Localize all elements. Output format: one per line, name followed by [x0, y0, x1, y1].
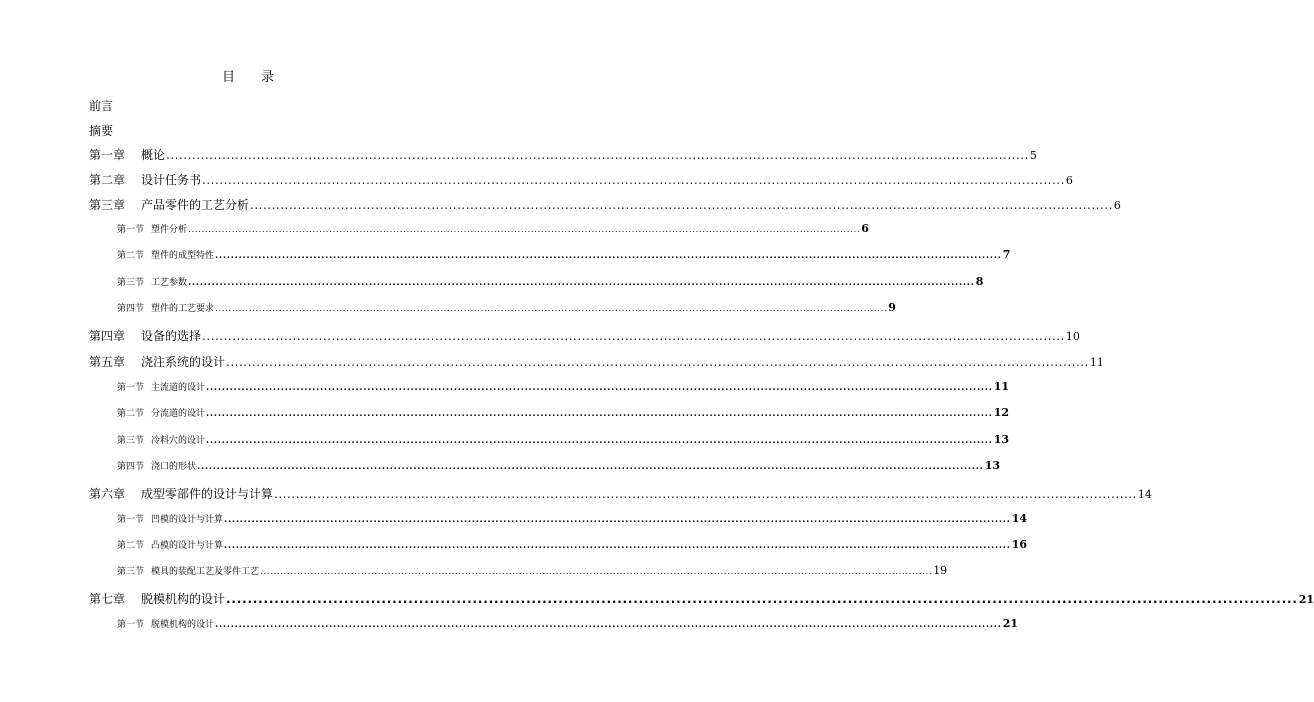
toc-entry-page-number: 6 — [1065, 174, 1073, 187]
toc-entry[interactable] — [117, 275, 984, 293]
toc-entry-label: 设备的选择 — [141, 329, 202, 343]
toc-entry-leader-dots: ........................................................................................................................................................................................................ — [260, 567, 933, 577]
toc-entry-leader-dots: ........................................................................................................................................................................................................ — [188, 225, 861, 235]
toc-entry-number: 第二节 — [117, 409, 145, 419]
toc-entry-page-number: 6 — [861, 222, 869, 235]
toc-entry-label: 冷料穴的设计 — [151, 436, 206, 446]
toc-entry-page-number: 8 — [975, 275, 984, 288]
toc-entry-page-number: 11 — [1089, 356, 1104, 369]
toc-entry-label: 分流道的设计 — [151, 409, 206, 419]
toc-entry-leader-dots: ........................................................................................................................................................................................................ — [166, 148, 1029, 162]
toc-entry-number: 第六章 — [89, 487, 126, 501]
toc-entry-page-number: 12 — [993, 406, 1009, 419]
toc-entry-number: 第三节 — [117, 436, 145, 446]
toc-entry[interactable] — [117, 301, 896, 319]
toc-entry[interactable] — [117, 248, 1011, 266]
toc-entry-number: 第四节 — [117, 304, 145, 314]
toc-entry-number: 第二章 — [89, 173, 126, 187]
toc-entry-label: 塑件的工艺要求 — [151, 304, 215, 314]
toc-entry-leader-dots: ........................................................................................................................................................................................................ — [215, 304, 888, 314]
toc-entry-page-number: 19 — [933, 564, 948, 577]
toc-entry-leader-dots: ........................................................................................................................................................................................................ — [206, 383, 993, 393]
toc-entry[interactable] — [117, 406, 1009, 424]
toc-entry-page-number: 21 — [1002, 617, 1018, 630]
toc-entry-number: 第一节 — [117, 225, 145, 235]
toc-entry-leader-dots: ........................................................................................................................................................................................................ — [250, 198, 1113, 212]
toc-entry[interactable] — [117, 538, 1027, 556]
toc-entry-page-number: 7 — [1002, 248, 1011, 261]
toc-entry-leader-dots: ........................................................................................................................................................................................................ — [274, 487, 1137, 501]
toc-entry-page-number: 16 — [1011, 538, 1027, 551]
toc-entry-label: 工艺参数 — [151, 278, 188, 288]
toc-entry-number: 第三节 — [117, 567, 145, 577]
toc-entry-label: 产品零件的工艺分析 — [141, 198, 250, 212]
toc-entry-number: 第七章 — [89, 592, 126, 606]
toc-entry-page-number: 13 — [993, 433, 1009, 446]
toc-entry-leader-dots: ........................................................................................................................................................................................................ — [226, 355, 1089, 369]
toc-entry-number: 第一章 — [89, 148, 126, 162]
toc-entry-leader-dots: ........................................................................................................................................................................................................ — [206, 409, 993, 419]
toc-entry-leader-dots: ........................................................................................................................................................................................................ — [206, 436, 993, 446]
toc-entry-page-number: 21 — [1298, 593, 1314, 606]
toc-entry-label: 浇注系统的设计 — [141, 355, 226, 369]
toc-entry-label: 脱模机构的设计 — [141, 592, 226, 606]
toc-entry-leader-dots: ........................................................................................................................................................................................................ — [202, 329, 1065, 343]
toc-entry-page-number: 10 — [1065, 330, 1080, 343]
toc-entry-page-number: 14 — [1011, 512, 1027, 525]
toc-entry-page-number: 5 — [1029, 149, 1037, 162]
toc-entry-page-number: 6 — [1113, 199, 1121, 212]
toc-entry[interactable] — [117, 512, 1027, 530]
toc-entry-label: 成型零部件的设计与计算 — [141, 487, 274, 501]
toc-entry[interactable] — [89, 146, 1037, 164]
toc-entry[interactable] — [89, 485, 1152, 503]
toc-entry[interactable] — [117, 433, 1009, 451]
toc-entry[interactable] — [117, 459, 1000, 477]
toc-entry-label: 模具的装配工艺及零件工艺 — [151, 567, 260, 577]
toc-entry-leader-dots: ........................................................................................................................................................................................................ — [224, 541, 1011, 551]
toc-entry[interactable] — [117, 380, 1009, 398]
toc-title-char-1: 目 — [221, 70, 235, 85]
toc-entry-number: 第一节 — [117, 515, 145, 525]
toc-entry-label: 塑件的成型特性 — [151, 251, 215, 261]
toc-title — [0, 66, 496, 85]
toc-entry[interactable] — [89, 327, 1080, 345]
toc-entry-page-number: 14 — [1137, 488, 1152, 501]
toc-entry-leader-dots: ........................................................................................................................................................................................................ — [215, 620, 1002, 630]
toc-entry-page-number: 13 — [984, 459, 1000, 472]
toc-entry-number: 第三节 — [117, 278, 145, 288]
toc-entry[interactable] — [89, 590, 1314, 608]
toc-entry-number: 第二节 — [117, 251, 145, 261]
toc-abstract[interactable]: 摘要 — [89, 124, 114, 138]
toc-entry-label: 设计任务书 — [141, 173, 202, 187]
toc-entry-label: 脱模机构的设计 — [151, 620, 215, 630]
toc-entry[interactable] — [117, 617, 1018, 635]
toc-entry[interactable] — [117, 564, 948, 582]
toc-entry-leader-dots: ........................................................................................................................................................................................................ — [197, 462, 984, 472]
toc-entry-label: 主流道的设计 — [151, 383, 206, 393]
toc-entry-page-number: 11 — [993, 380, 1009, 393]
toc-entry-number: 第二节 — [117, 541, 145, 551]
toc-entry-leader-dots: ........................................................................................................................................................................................................ — [226, 592, 1298, 606]
toc-entry-label: 概论 — [141, 148, 166, 162]
toc-entry-label: 塑件分析 — [151, 225, 188, 235]
toc-entry-number: 第一节 — [117, 383, 145, 393]
toc-entry-page-number: 9 — [888, 301, 896, 314]
toc-entry-label: 浇口的形状 — [151, 462, 197, 472]
toc-entry[interactable] — [89, 196, 1121, 214]
toc-entry-number: 第五章 — [89, 355, 126, 369]
toc-preface[interactable]: 前言 — [89, 99, 114, 113]
toc-entry-number: 第四章 — [89, 329, 126, 343]
toc-entry[interactable] — [117, 222, 869, 240]
toc-entry-number: 第四节 — [117, 462, 145, 472]
toc-entry-label: 凸模的设计与计算 — [151, 541, 224, 551]
toc-entry[interactable] — [89, 171, 1073, 189]
toc-entry-leader-dots: ........................................................................................................................................................................................................ — [188, 278, 975, 288]
toc-entry-label: 凹模的设计与计算 — [151, 515, 224, 525]
toc-entry-leader-dots: ........................................................................................................................................................................................................ — [202, 173, 1065, 187]
toc-entry-number: 第三章 — [89, 198, 126, 212]
toc-entry[interactable] — [89, 353, 1104, 371]
toc-entry-leader-dots: ........................................................................................................................................................................................................ — [224, 515, 1011, 525]
toc-entry-number: 第一节 — [117, 620, 145, 630]
toc-entry-leader-dots: ........................................................................................................................................................................................................ — [215, 251, 1002, 261]
toc-title-char-2: 录 — [261, 70, 275, 85]
